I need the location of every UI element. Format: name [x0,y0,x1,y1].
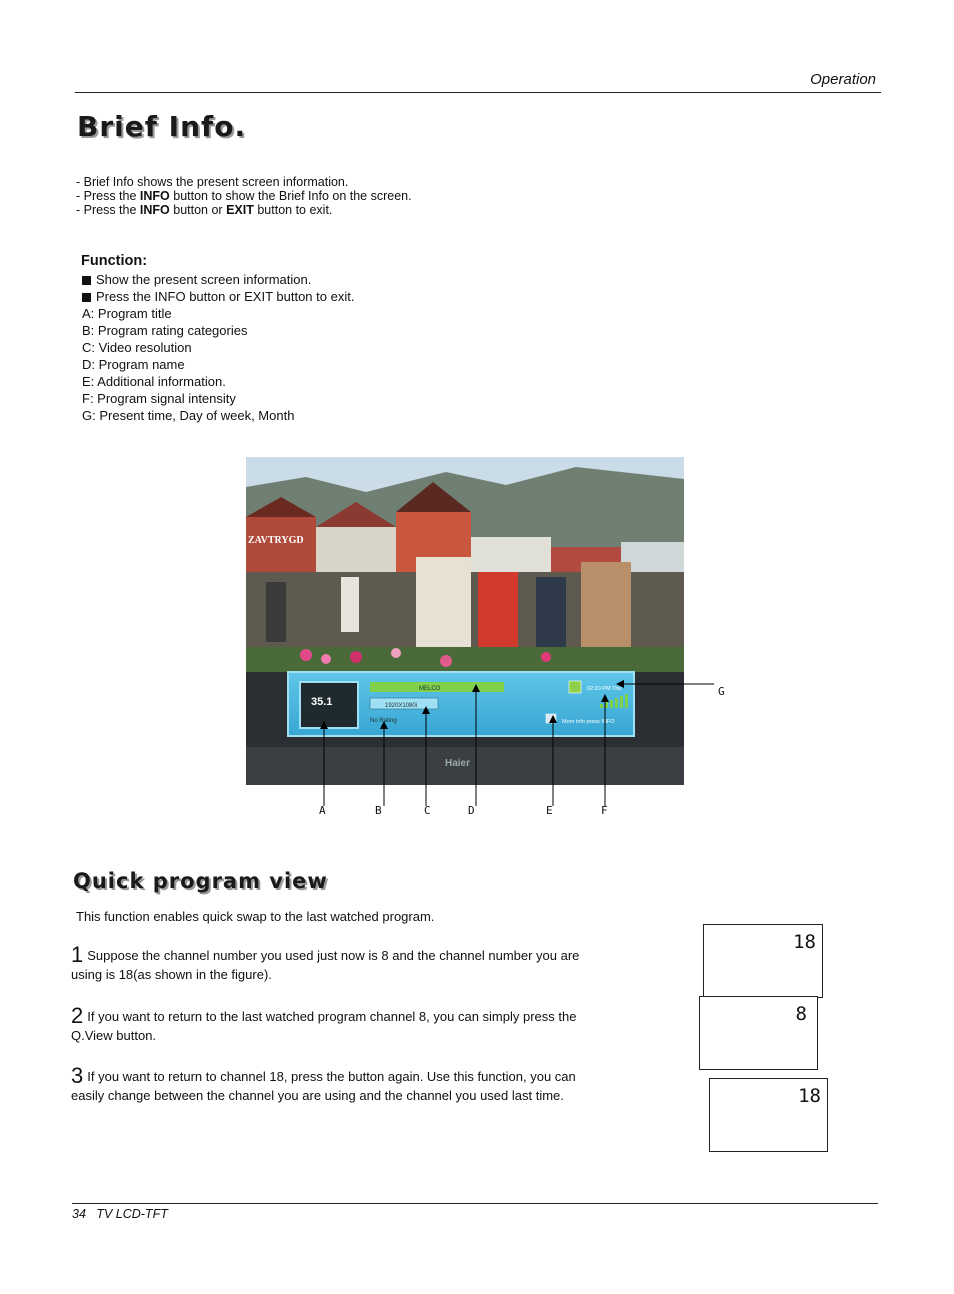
quick-view-intro: This function enables quick swap to the last watched program. [76,909,435,924]
legend-item: G: Present time, Day of week, Month [82,408,295,423]
legend-item: D: Program name [82,357,185,372]
channel-box [703,924,823,998]
legend-item: E: Additional information. [82,374,226,389]
osd-time: 02:20 PM Thu [587,686,622,692]
intro-line-2: - Press the INFO button to show the Brief Info on the screen. [76,189,412,203]
callout-label-e: E [546,804,553,817]
brief-info-title: Brief Info. [77,110,247,143]
callout-label-c: C [424,804,431,817]
legend-item: C: Video resolution [82,340,192,355]
osd-resolution: 1920X1080i [385,703,418,709]
callout-label-d: D [468,804,475,817]
step-text: If you want to return to the last watched program channel 8, you can simply press the Q.View button. [71,1009,577,1043]
page-footer: 34 TV LCD-TFT [72,1207,168,1221]
tv-brand-logo: Haier [445,758,471,769]
step-number: 1 [71,942,84,967]
quick-view-title: Quick program view [73,869,328,893]
step-1 [71,942,611,984]
intro-line-1: - Brief Info shows the present screen information. [76,175,349,189]
osd-more-info: More info press INFO [562,719,615,725]
function-bullet: Press the INFO button or EXIT button to exit. [82,288,354,305]
osd-program-name: MELCO [419,686,441,692]
function-bullet: Show the present screen information. [82,271,354,288]
callout-label-f: F [601,804,608,817]
channel-number: 8 [795,1003,807,1025]
section-label: Operation [810,71,876,88]
osd-channel: 35.1 [311,696,333,708]
sign-text: ZAVTRYGD [248,535,304,546]
callout-label-a: A [319,804,326,817]
footer-rule [72,1203,878,1204]
step-number: 3 [71,1063,84,1088]
legend-item: B: Program rating categories [82,323,248,338]
function-title: Function: [81,253,148,269]
step-2 [71,1003,611,1045]
callout-label-b: B [375,804,382,817]
step-text: Suppose the channel number you used just now is 8 and the channel number you are using is 18(as shown in the figure). [71,948,580,982]
step-number: 2 [71,1003,84,1028]
legend-item: F: Program signal intensity [82,391,236,406]
callout-label-g: G [718,685,725,698]
legend-item: A: Program title [82,306,172,321]
channel-box [709,1078,828,1152]
intro-line-3: - Press the INFO button or EXIT button to exit. [76,203,333,217]
step-3 [71,1063,611,1105]
channel-number: 18 [793,931,816,953]
channel-number: 18 [798,1085,821,1107]
step-text: If you want to return to channel 18, press the button again. Use this function, you can easily change between the channel you are using and the channel you used last time. [71,1069,576,1103]
osd-rating: No Rating [370,718,397,724]
channel-box [699,996,818,1070]
